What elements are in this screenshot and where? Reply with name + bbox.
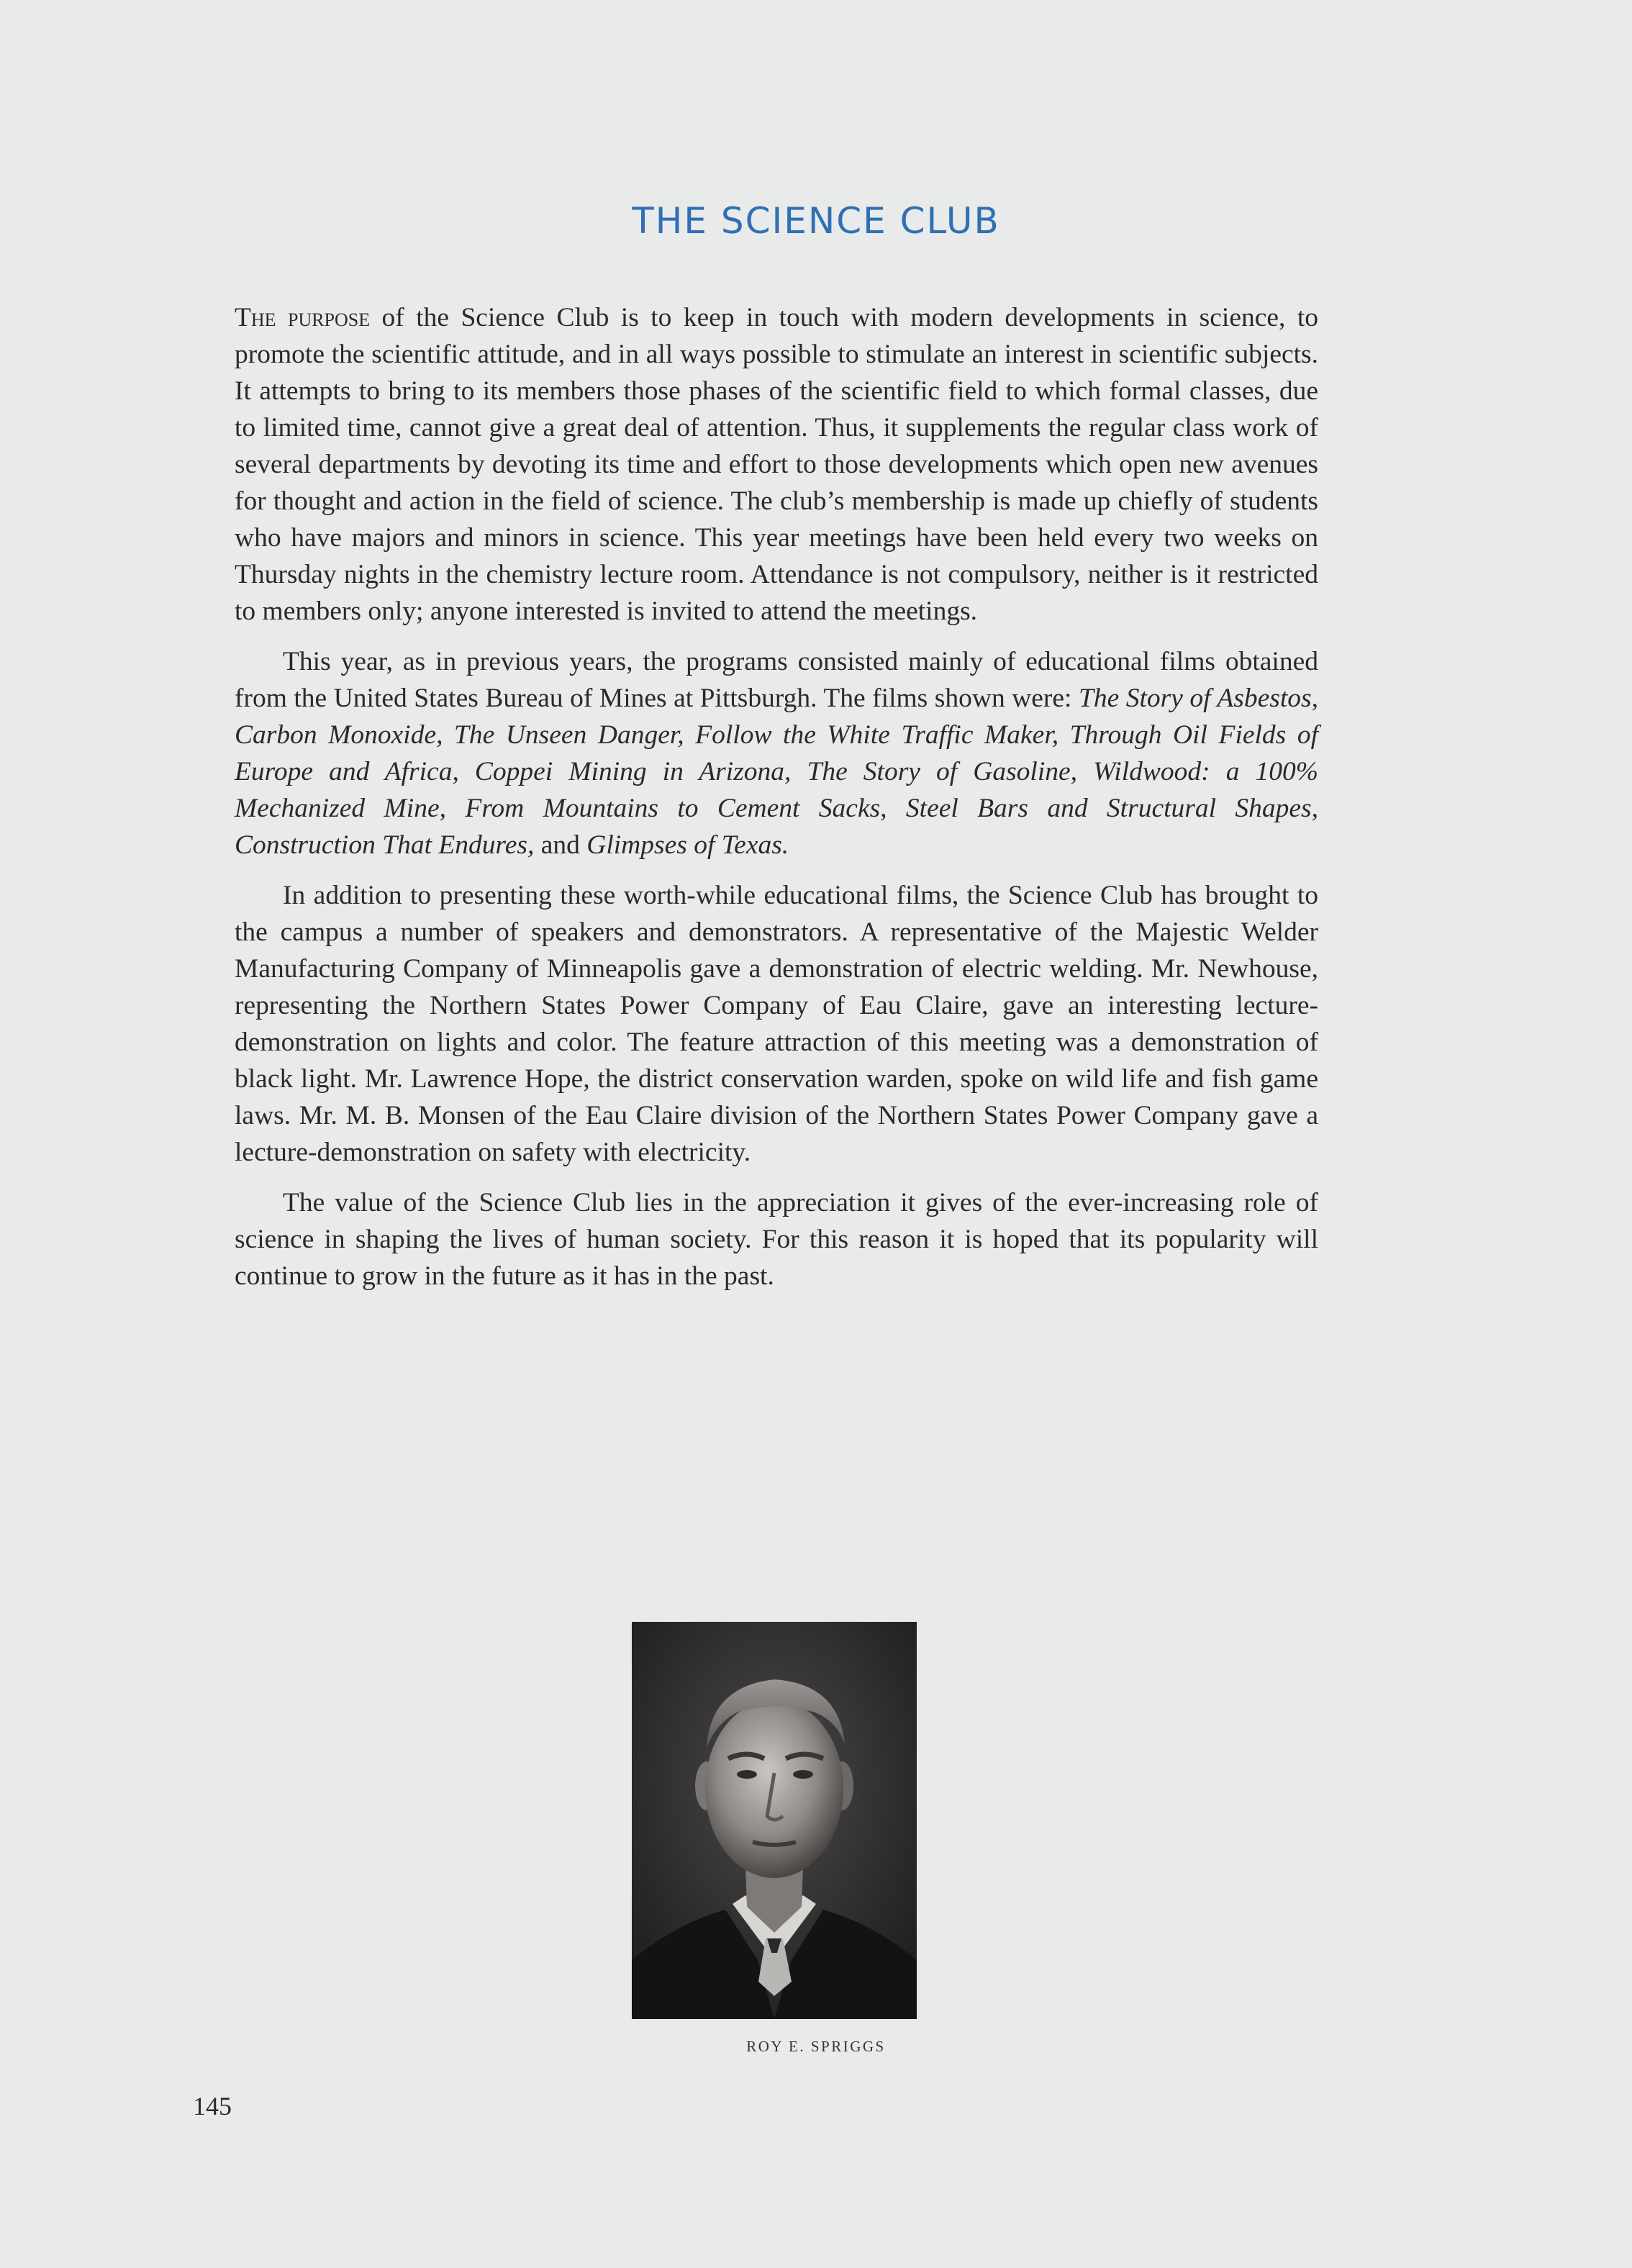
film-title-last: Glimpses of Texas.	[586, 830, 789, 860]
page-number: 145	[193, 2092, 232, 2120]
article-body	[235, 299, 1318, 1308]
portrait-photo	[632, 1622, 917, 2019]
paragraph-purpose	[235, 299, 1318, 630]
paragraph-purpose-text: of the Science Club is to keep in touch with modern developments in science, to promote the scientific attitude, and in all ways possible to stimulate an interest in scientific subjects. It attempts to bring to its members those phases of the scientific field to which formal classes, due to limited time, cannot give a great deal of attention. Thus, it supplements the regular class work of several departments by devoting its time and effort to those developments which open new avenues for thought and action in the field of science. The club’s membership is made up chiefly of students who have majors and minors in science. This year meetings have been held every two weeks on Thursday nights in the chemistry lecture room. Attendance is not compulsory, neither is it restricted to members only; anyone interested is invited to attend the meetings.	[235, 303, 1318, 626]
film-titles: The Story of Asbestos, Carbon Monoxide, The Unseen Danger, Follow the White Traffic Maker, Through Oil Fields of Europe and Africa, Coppei Mining in Arizona, The Story of Gasoline, Wildwood: a 100% Mechanized Mine, From Mountains to Cement Sacks, Steel Bars and Structural Shapes, Construction That Endures,	[235, 684, 1318, 860]
paragraph-value: The value of the Science Club lies in the appreciation it gives of the ever-increasing role of science in shaping the lives of human society. For this reason it is hoped that its popularity will continue to grow in the future as it has in the past.	[235, 1188, 1318, 1291]
lead-in-text: The purpose	[235, 303, 371, 332]
paragraph-films	[235, 643, 1318, 863]
paragraph-speakers: In addition to presenting these worth-while educational films, the Science Club has brought to the campus a number of speakers and demonstrators. A representative of the Majestic Welder Manufacturing Company of Minneapolis gave a demonstration of electric welding. Mr. Newhouse, representing the Northern States Power Company of Eau Claire, gave an interesting lecture-demonstration on lights and color. The feature attraction of this meeting was a demonstration of black light. Mr. Lawrence Hope, the district conservation warden, spoke on wild life and fish game laws. Mr. M. B. Monsen of the Eau Claire division of the Northern States Power Company gave a lecture-demonstration on safety with electricity.	[235, 881, 1318, 1167]
page-title: THE SCIENCE CLUB	[632, 200, 1000, 242]
paragraph-films-and: and	[534, 830, 587, 860]
paragraph-films-intro: This year, as in previous years, the programs consisted mainly of educational films obtained from the United States Bureau of Mines at Pittsburgh. The films shown were:	[235, 647, 1318, 713]
portrait-illustration	[632, 1622, 917, 2019]
portrait-caption: ROY E. SPRIGGS	[746, 2038, 886, 2055]
